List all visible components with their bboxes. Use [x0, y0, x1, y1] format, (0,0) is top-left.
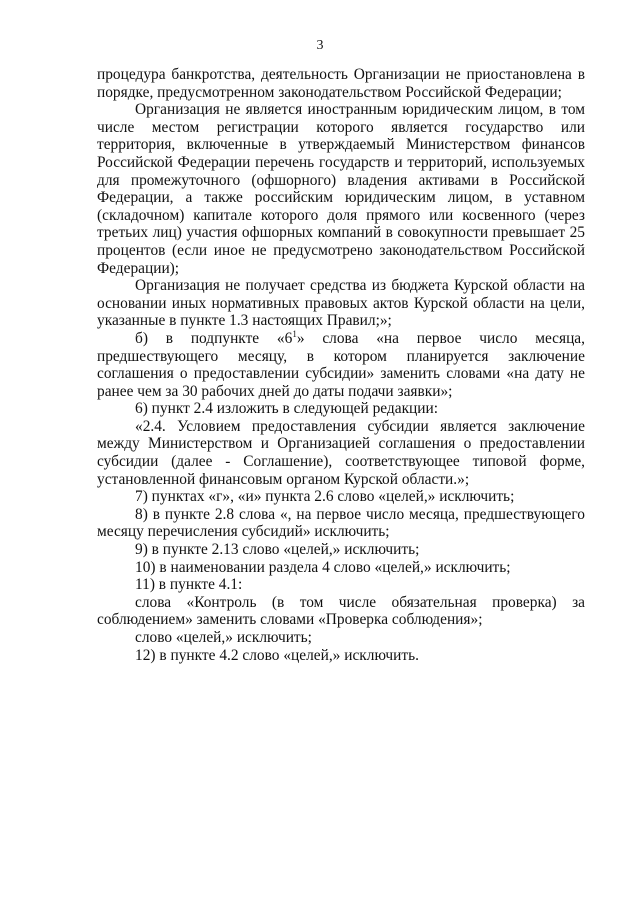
- item-b-superscript: 1: [292, 328, 297, 339]
- paragraph-bankruptcy: процедура банкротства, деятельность Организации не приостановлена в порядке, предусмотренном законодательством Российской Федерации;: [97, 66, 585, 101]
- paragraph-item-6: 6) пункт 2.4 изложить в следующей редакции:: [135, 400, 439, 418]
- item-b-before: б) в подпункте «6: [135, 329, 293, 347]
- paragraph-item-9: 9) в пункте 2.13 слово «целей,» исключить;: [135, 541, 420, 559]
- paragraph-item-8: 8) в пункте 2.8 слова «, на первое число месяца, предшествующего месяцу перечисления субсидий» исключить;: [97, 505, 585, 541]
- paragraph-item-7: 7) пунктах «г», «и» пункта 2.6 слово «целей,» исключить;: [135, 488, 515, 506]
- paragraph-item-11-word: слово «целей,» исключить;: [135, 629, 312, 646]
- paragraph-item-10: 10) в наименовании раздела 4 слово «целей,» исключить;: [135, 558, 511, 576]
- paragraph-item-b: [97, 330, 585, 400]
- page-number: 3: [316, 38, 324, 53]
- paragraph-offshore: Организация не является иностранным юридическим лицом, в том числе местом регистрации которого является государство или территория, включенные в утверждаемый Министерством финансов Российской Федерации перечень государств и территорий, используемых для промежуточного (офшорного) владения активами в Российской Федерации, а также российским юридическим лицом, в уставном (складочном) капитале которого доля прямого или косвенного (через третьих лиц) участия офшорных компаний в совокупности превышает 25 процентов (если иное не предусмотрено законодательством Российской Федерации);: [97, 101, 585, 277]
- paragraph-item-11: 11) в пункте 4.1:: [135, 576, 243, 594]
- paragraph-item-11-words: слова «Контроль (в том числе обязательная проверка) за соблюдением» заменить словами «Проверка соблюдения»;: [97, 593, 585, 629]
- paragraph-item-12: 12) в пункте 4.2 слово «целей,» исключить.: [135, 646, 419, 664]
- document-body: [97, 66, 585, 664]
- paragraph-budget: Организация не получает средства из бюджета Курской области на основании иных нормативных правовых актов Курской области на цели, указанные в пункте 1.3 настоящих Правил;»;: [97, 277, 585, 330]
- item-b-after: » слова «на первое число месяца, предшествующего месяцу, в котором планируется заключение соглашения о предоставлении субсидии» заменить словами «на дату не ранее чем за 30 рабочих дней до даты подачи заявки»;: [97, 329, 585, 400]
- paragraph-clause-2-4: «2.4. Условием предоставления субсидии является заключение между Министерством и Организацией соглашения о предоставлении субсидии (далее - Соглашение), соответствующее типовой форме, установленной финансовым органом Курской области.»;: [97, 417, 585, 488]
